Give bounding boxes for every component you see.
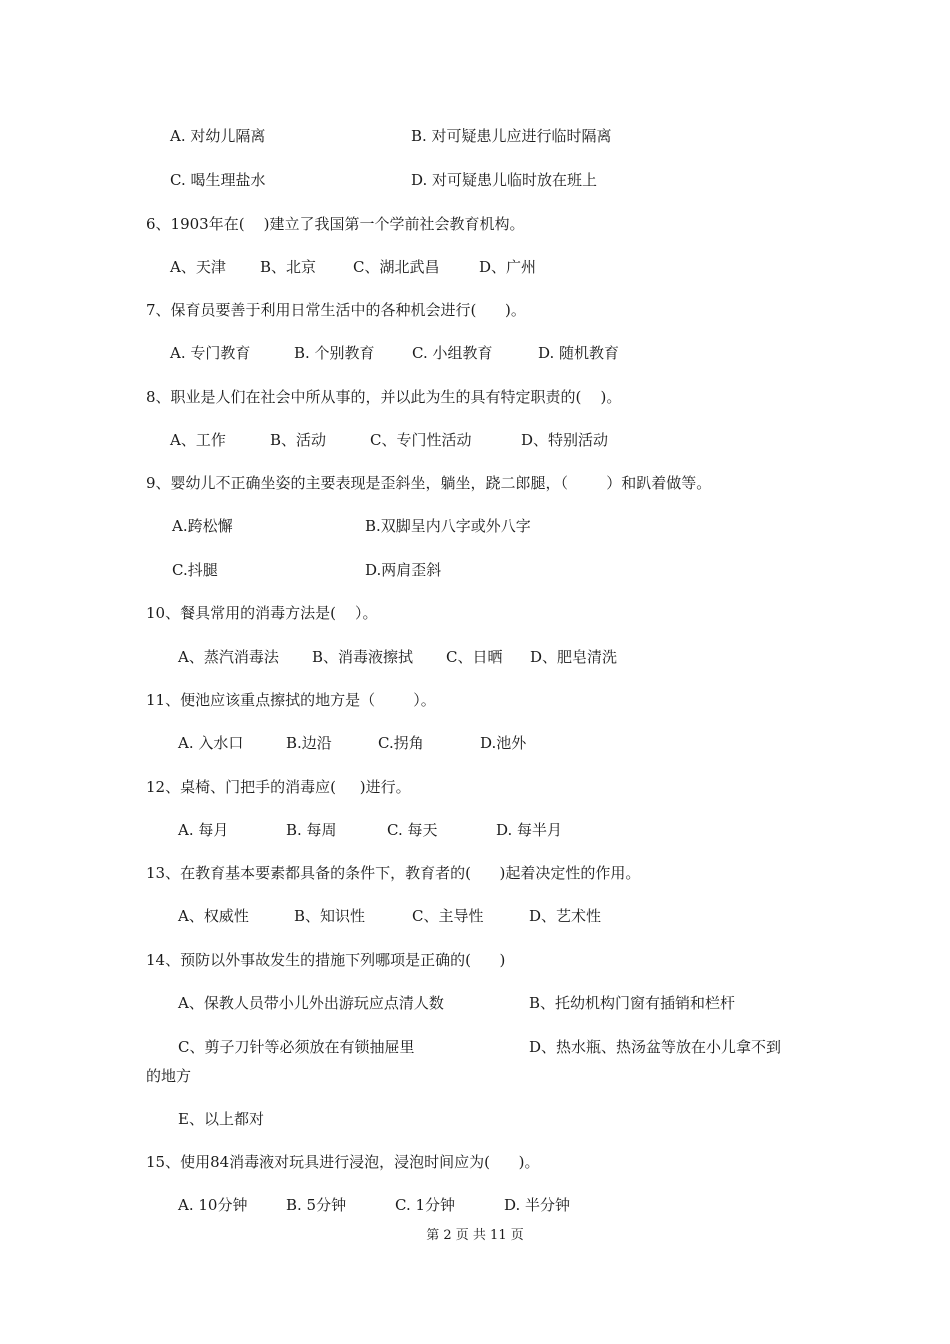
- q14-option-c: C、剪子刀针等必须放在有锁抽屉里: [178, 1038, 415, 1056]
- q9-option-a: A.跨松懈: [172, 517, 233, 535]
- question-15-stem: 15、使用84消毒液对玩具进行浸泡，浸泡时间应为( )。: [146, 1153, 540, 1171]
- question-8-stem: 8、职业是人们在社会中所从事的，并以此为生的具有特定职责的( )。: [146, 388, 622, 406]
- q8-option-b: B、活动: [270, 431, 327, 449]
- q10-option-b: B、消毒液擦拭: [312, 648, 414, 666]
- q8-option-a: A、工作: [170, 431, 226, 449]
- page-number-footer: 第 2 页 共 11 页: [426, 1228, 524, 1243]
- q10-option-d: D、肥皂清洗: [530, 648, 618, 666]
- q11-option-c: C.拐角: [378, 734, 424, 752]
- q11-option-b: B.边沿: [286, 734, 332, 752]
- question-9-stem: 9、婴幼儿不正确坐姿的主要表现是歪斜坐，躺坐，跷二郎腿，（ ）和趴着做等。: [146, 474, 712, 492]
- q9-option-d: D.两肩歪斜: [365, 561, 442, 579]
- q7-option-a: A. 专门教育: [170, 344, 251, 362]
- question-7-stem: 7、保育员要善于利用日常生活中的各种机会进行( )。: [146, 301, 526, 319]
- q9-option-b: B.双脚呈内八字或外八字: [365, 517, 531, 535]
- question-11-stem: 11、便池应该重点擦拭的地方是（ ）。: [146, 691, 436, 709]
- q6-option-b: B、北京: [260, 258, 317, 276]
- q14-option-d: D、热水瓶、热汤盆等放在小儿拿不到: [529, 1038, 782, 1056]
- q14-option-d-continued: 的地方: [146, 1067, 192, 1085]
- q14-option-a: A、保教人员带小儿外出游玩应点清人数: [178, 994, 444, 1012]
- q12-option-a: A. 每月: [178, 821, 229, 839]
- question-13-stem: 13、在教育基本要素都具备的条件下，教育者的( )起着决定性的作用。: [146, 864, 641, 882]
- question-12-stem: 12、桌椅、门把手的消毒应( )进行。: [146, 778, 411, 796]
- q5-option-b: B. 对可疑患儿应进行临时隔离: [411, 127, 612, 145]
- q13-option-b: B、知识性: [294, 907, 366, 925]
- q15-option-a: A. 10分钟: [178, 1196, 248, 1214]
- q15-option-d: D. 半分钟: [504, 1196, 571, 1214]
- q8-option-d: D、特别活动: [521, 431, 609, 449]
- q5-option-d: D. 对可疑患儿临时放在班上: [411, 171, 598, 189]
- q12-option-b: B. 每周: [286, 821, 337, 839]
- q5-option-c: C. 喝生理盐水: [170, 171, 266, 189]
- q6-option-a: A、天津: [170, 258, 226, 276]
- q11-option-a: A. 入水口: [178, 734, 244, 752]
- q6-option-d: D、广州: [479, 258, 537, 276]
- q14-option-e: E、以上都对: [178, 1110, 264, 1128]
- q11-option-d: D.池外: [480, 734, 527, 752]
- q12-option-d: D. 每半月: [496, 821, 563, 839]
- q14-option-b: B、托幼机构门窗有插销和栏杆: [529, 994, 736, 1012]
- q7-option-d: D. 随机教育: [538, 344, 620, 362]
- q5-option-a: A. 对幼儿隔离: [170, 127, 266, 145]
- q7-option-b: B. 个别教育: [294, 344, 375, 362]
- q9-option-c: C.抖腿: [172, 561, 218, 579]
- q12-option-c: C. 每天: [387, 821, 438, 839]
- question-10-stem: 10、餐具常用的消毒方法是( ）。: [146, 604, 378, 622]
- question-14-stem: 14、预防以外事故发生的措施下列哪项是正确的( ): [146, 951, 506, 969]
- q15-option-b: B. 5分钟: [286, 1196, 347, 1214]
- q10-option-a: A、蒸汽消毒法: [178, 648, 279, 666]
- q13-option-c: C、主导性: [412, 907, 484, 925]
- question-6-stem: 6、1903年在( )建立了我国第一个学前社会教育机构。: [146, 215, 525, 233]
- q7-option-c: C. 小组教育: [412, 344, 493, 362]
- q10-option-c: C、日晒: [446, 648, 503, 666]
- q6-option-c: C、湖北武昌: [353, 258, 440, 276]
- q13-option-a: A、权威性: [178, 907, 249, 925]
- q8-option-c: C、专门性活动: [370, 431, 472, 449]
- q15-option-c: C. 1分钟: [395, 1196, 456, 1214]
- q13-option-d: D、艺术性: [529, 907, 602, 925]
